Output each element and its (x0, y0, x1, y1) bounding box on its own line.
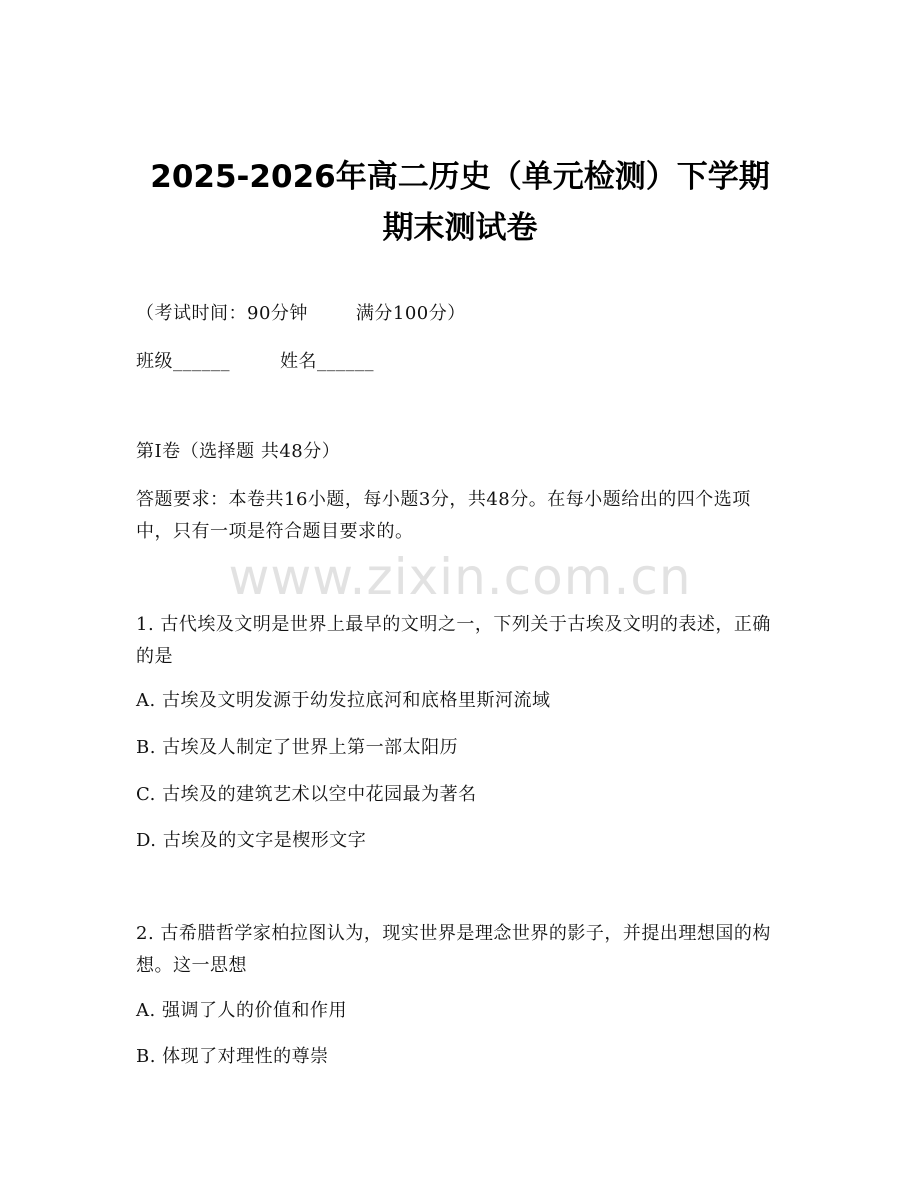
class-field: 班级______ (136, 351, 230, 372)
document-title-line2: 期末测试卷 (382, 210, 538, 246)
question-1-option-c: C. 古埃及的建筑艺术以空中花园最为著名 (136, 784, 477, 805)
question-2-option-b: B. 体现了对理性的尊崇 (136, 1046, 329, 1067)
question-2-stem: 2. 古希腊哲学家柏拉图认为，现实世界是理念世界的影子，并提出理想国的构想。这一思想 (136, 923, 771, 976)
question-1-option-d: D. 古埃及的文字是楔形文字 (136, 830, 367, 851)
student-fields (136, 346, 786, 378)
exam-info (136, 298, 786, 330)
instructions: 答题要求：本卷共16小题，每小题3分，共48分。在每小题给出的四个选项中，只有一项是符合题目要求的。 (136, 489, 751, 542)
exam-time: （考试时间：90分钟 (136, 303, 308, 324)
watermark: www.zixin.com.cn (228, 548, 692, 606)
question-1-option-b: B. 古埃及人制定了世界上第一部太阳历 (136, 737, 459, 758)
question-2-option-a: A. 强调了人的价值和作用 (136, 1000, 347, 1021)
document-title-line1: 2025-2026年高二历史（单元检测）下学期 (150, 159, 770, 195)
question-1-option-a: A. 古埃及文明发源于幼发拉底河和底格里斯河流域 (136, 690, 551, 711)
question-1-stem: 1. 古代埃及文明是世界上最早的文明之一，下列关于古埃及文明的表述，正确的是 (136, 614, 771, 667)
section-heading: 第Ⅰ卷（选择题 共48分） (136, 441, 341, 462)
exam-score: 满分100分） (355, 303, 466, 324)
name-field: 姓名______ (280, 351, 374, 372)
